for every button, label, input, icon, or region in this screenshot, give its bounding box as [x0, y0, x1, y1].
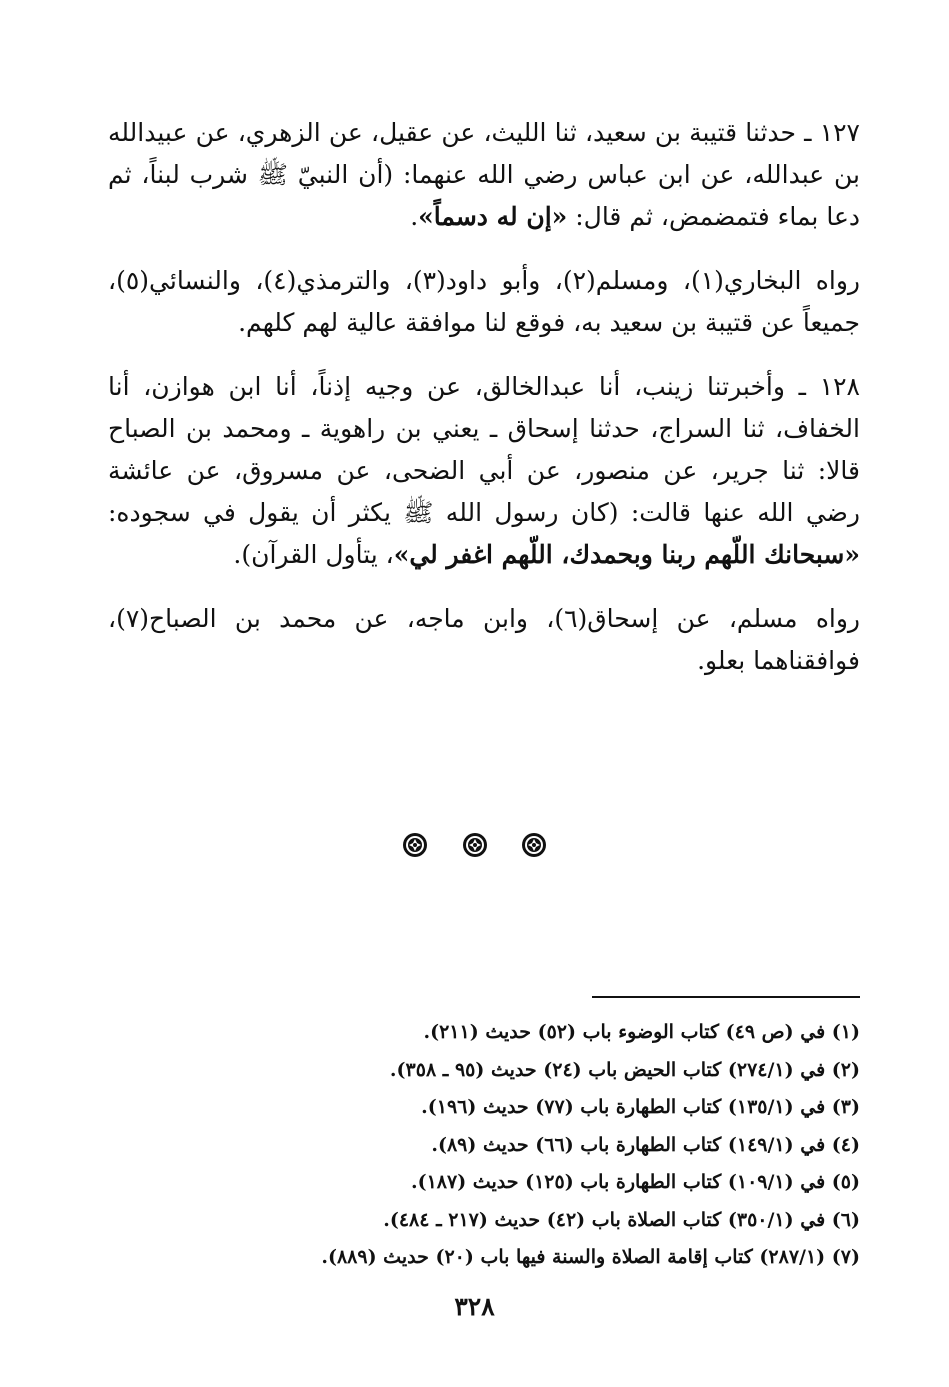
- main-text: [108, 112, 860, 704]
- text-run: ، يتأول القرآن).: [233, 540, 394, 569]
- footnote-separator: [592, 996, 860, 998]
- footnote-2: (٢) في (٢٧٤/١) كتاب الحيض باب (٢٤) حديث (٩٥ ـ ٣٥٨).: [389, 1058, 860, 1081]
- section-divider-ornaments: [0, 832, 949, 858]
- text-run: رواه البخاري(١)، ومسلم(٢)، وأبو داود(٣)، والترمذي(٤)، والنسائي(٥)، جميعاً عن قتيبة بن سعيد به، فوقع لنا موافقة عالية لهم كلهم.: [108, 266, 860, 337]
- hadith-128-paragraph: [108, 366, 860, 576]
- text-run: ١٢٧ ـ حدثنا قتيبة بن سعيد، ثنا الليث، عن عقيل، عن الزهري، عن عبيدالله بن عبدالله، عن ابن عباس رضي الله عنهما: (أن النبيّ ﷺ شرب لبناً، ثم دعا بماء فتمضمض، ثم قال:: [108, 118, 860, 231]
- text-run: .: [410, 202, 419, 231]
- ornament-icon: [521, 832, 547, 858]
- footnote-6: (٦) في (٣٥٠/١) كتاب الصلاة باب (٤٢) حديث (٢١٧ ـ ٤٨٤).: [383, 1208, 860, 1231]
- footnote-4: (٤) في (١٤٩/١) كتاب الطهارة باب (٦٦) حديث (٨٩).: [431, 1133, 860, 1156]
- hadith-128-takhrij: [108, 598, 860, 682]
- footnote-3: (٣) في (١٣٥/١) كتاب الطهارة باب (٧٧) حديث (١٩٦).: [421, 1096, 860, 1118]
- hadith-127-paragraph: [108, 112, 860, 238]
- ornament-icon: [462, 832, 488, 858]
- footnote-7: (٧) (٢٨٧/١) كتاب إقامة الصلاة والسنة فيها باب (٢٠) حديث (٨٨٩).: [321, 1246, 860, 1268]
- prophetic-quote: «إن له دسماً»: [418, 202, 568, 231]
- ornament-icon: [402, 832, 428, 858]
- text-run: رواه مسلم، عن إسحاق(٦)، وابن ماجه، عن محمد بن الصباح(٧)، فوافقناهما بعلو.: [108, 604, 861, 675]
- footnotes: [108, 1014, 860, 1277]
- footnote-5: (٥) في (١٠٩/١) كتاب الطهارة باب (١٢٥) حديث (١٨٧).: [410, 1171, 860, 1193]
- footnote-1: (١) في (ص ٤٩) كتاب الوضوء باب (٥٢) حديث (٢١١).: [423, 1021, 860, 1043]
- text-run: ١٢٨ ـ وأخبرتنا زينب، أنا عبدالخالق، عن وجيه إذناً، أنا ابن هوازن، أنا الخفاف، ثنا السراج، حدثنا إسحاق ـ يعني بن راهوية ـ ومحمد بن الصباح قالا: ثنا جرير، عن منصور، عن أبي الضحى، عن مسروق، عن عائشة رضي الله عنها قالت: (كان رسول الله ﷺ يكثر أن يقول في سجوده:: [108, 372, 860, 527]
- hadith-127-takhrij: [108, 260, 860, 344]
- page-number: ٣٢٨: [454, 1292, 495, 1321]
- prophetic-quote: «سبحانك اللّهم ربنا وبحمدك، اللّهم اغفر لي»: [393, 540, 860, 569]
